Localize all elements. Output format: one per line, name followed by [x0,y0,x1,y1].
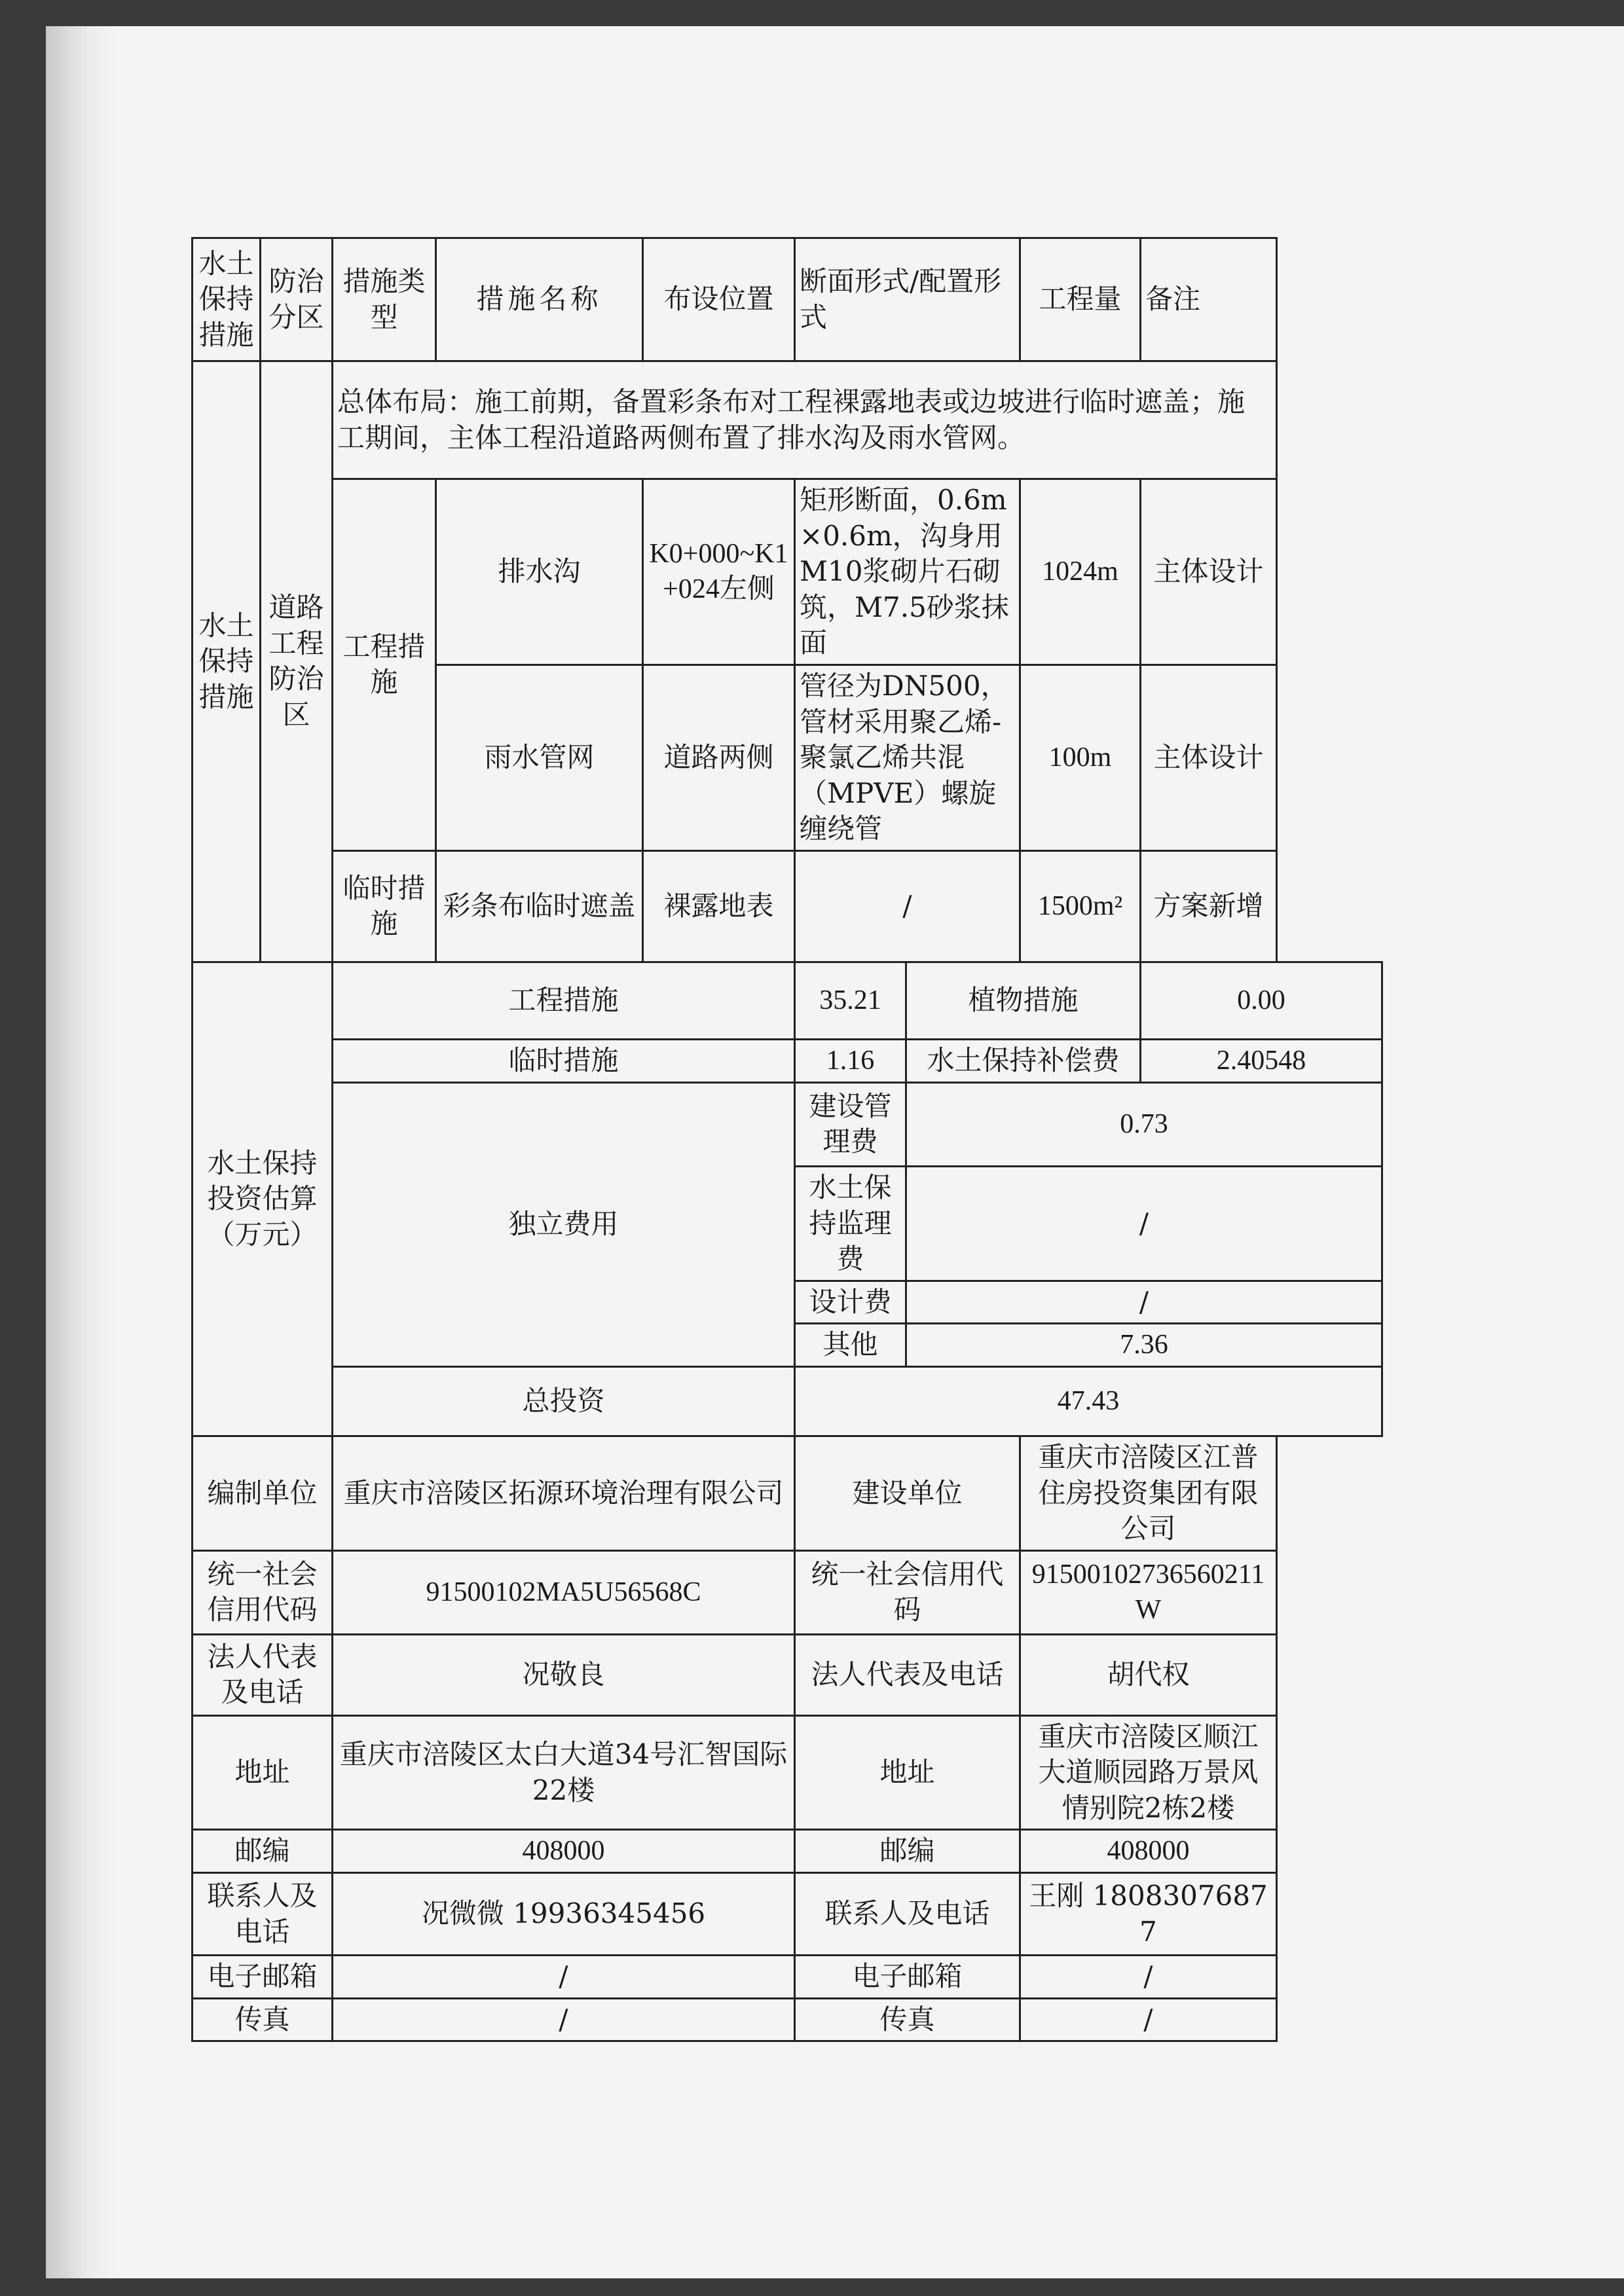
investment-row [193,1039,1382,1082]
supervision-cost-label: 水土保持监理费 [795,1166,906,1281]
postcode-value-left: 408000 [333,1830,795,1873]
legal-rep-value-right: 胡代权 [1020,1634,1277,1715]
legal-rep-value-left: 况敬良 [333,1634,795,1715]
investment-row [193,962,1382,1039]
header-quantity: 工程量 [1020,238,1141,361]
postcode-label-left: 邮编 [193,1830,333,1873]
fax-value-left: / [333,1998,795,2041]
credit-code-label-right: 统一社会信用代码 [795,1550,1020,1634]
header-form: 断面形式/配置形式 [795,238,1020,361]
measure-note: 主体设计 [1141,479,1277,665]
measure-form: 矩形断面，0.6m×0.6m，沟身用M10浆砌片石砌筑，M7.5砂浆抹面 [795,479,1020,665]
design-cost-value: / [906,1281,1382,1324]
measure-form: 管径为DN500，管材采用聚乙烯-聚氯乙烯共混（MPVE）螺旋缠绕管 [795,665,1020,850]
mgmt-cost-value: 0.73 [906,1082,1382,1166]
engineering-cost-value: 35.21 [795,962,906,1039]
address-label-left: 地址 [193,1715,333,1830]
credit-code-value-right: 91500102736560211W [1020,1550,1277,1634]
measure-row [193,850,1382,962]
email-label-left: 电子邮箱 [193,1956,333,1999]
measure-quantity: 1500m² [1020,850,1141,962]
contact-label-left: 联系人及电话 [193,1873,333,1956]
measure-quantity: 100m [1020,665,1141,850]
compensation-value: 2.40548 [1141,1039,1382,1082]
contact-value-right: 王刚 18083076877 [1020,1873,1277,1956]
zone-label: 道路工程防治区 [261,361,333,962]
plant-cost-value: 0.00 [1141,962,1382,1039]
postcode-label-right: 邮编 [795,1830,1020,1873]
measure-name: 彩条布临时遮盖 [436,850,643,962]
address-value-left: 重庆市涪陵区太白大道34号汇智国际22楼 [333,1715,795,1830]
measure-name: 雨水管网 [436,665,643,850]
compiler-value: 重庆市涪陵区拓源环境治理有限公司 [333,1436,795,1550]
party-row [193,1998,1382,2041]
fax-label-left: 传真 [193,1998,333,2041]
address-label-right: 地址 [795,1715,1020,1830]
measure-note: 主体设计 [1141,665,1277,850]
mgmt-cost-label: 建设管理费 [795,1082,906,1166]
header-zone: 防治分区 [261,238,333,361]
credit-code-value-left: 91500102MA5U56568C [333,1550,795,1634]
header-row [193,238,1382,361]
legal-rep-label-left: 法人代表及电话 [193,1634,333,1715]
independent-cost-label: 独立费用 [333,1082,795,1366]
legal-rep-label-right: 法人代表及电话 [795,1634,1020,1715]
header-name: 措施名称 [436,238,643,361]
header-note: 备注 [1141,238,1277,361]
party-row [193,1550,1382,1634]
header-measure: 水土保持措施 [193,238,261,361]
party-row [193,1634,1382,1715]
party-row [193,1436,1382,1550]
party-row [193,1715,1382,1830]
investment-section-label: 水土保持投资估算（万元） [193,962,333,1436]
total-investment-label: 总投资 [333,1366,795,1436]
binding-gutter [46,26,118,2278]
investment-row [193,1366,1382,1436]
contact-value-left: 况微微 19936345456 [333,1873,795,1956]
overall-layout-text: 总体布局：施工前期，备置彩条布对工程裸露地表或边坡进行临时遮盖；施工期间，主体工程沿道路两侧布置了排水沟及雨水管网。 [333,361,1277,479]
investment-row [193,1082,1382,1166]
engineering-cost-label: 工程措施 [333,962,795,1039]
credit-code-label-left: 统一社会信用代码 [193,1550,333,1634]
engineering-type-label: 工程措施 [333,479,436,851]
contact-label-right: 联系人及电话 [795,1873,1020,1956]
measure-quantity: 1024m [1020,479,1141,665]
measure-location: 裸露地表 [643,850,795,962]
design-cost-label: 设计费 [795,1281,906,1324]
soil-water-conservation-table [191,237,1383,2042]
overall-layout-row [193,361,1382,479]
temporary-cost-value: 1.16 [795,1039,906,1082]
measure-row [193,479,1382,665]
total-investment-value: 47.43 [795,1366,1382,1436]
compensation-label: 水土保持补偿费 [906,1039,1141,1082]
address-value-right: 重庆市涪陵区顺江大道顺园路万景风情别院2栋2楼 [1020,1715,1277,1830]
header-location: 布设位置 [643,238,795,361]
party-row [193,1830,1382,1873]
plant-cost-label: 植物措施 [906,962,1141,1039]
other-cost-value: 7.36 [906,1324,1382,1367]
party-row [193,1873,1382,1956]
measure-form: / [795,850,1020,962]
other-cost-label: 其他 [795,1324,906,1367]
measure-note: 方案新增 [1141,850,1277,962]
temporary-cost-label: 临时措施 [333,1039,795,1082]
measure-name: 排水沟 [436,479,643,665]
temporary-type-label: 临时措施 [333,850,436,962]
email-value-right: / [1020,1956,1277,1999]
email-label-right: 电子邮箱 [795,1956,1020,1999]
measure-location: 道路两侧 [643,665,795,850]
party-row [193,1956,1382,1999]
fax-value-right: / [1020,1998,1277,2041]
fax-label-right: 传真 [795,1998,1020,2041]
builder-label: 建设单位 [795,1436,1020,1550]
measures-section-label: 水土保持措施 [193,361,261,962]
postcode-value-right: 408000 [1020,1830,1277,1873]
email-value-left: / [333,1956,795,1999]
supervision-cost-value: / [906,1166,1382,1281]
measure-location: K0+000~K1+024左侧 [643,479,795,665]
compiler-label: 编制单位 [193,1436,333,1550]
header-type: 措施类型 [333,238,436,361]
builder-value: 重庆市涪陵区江普住房投资集团有限公司 [1020,1436,1277,1550]
